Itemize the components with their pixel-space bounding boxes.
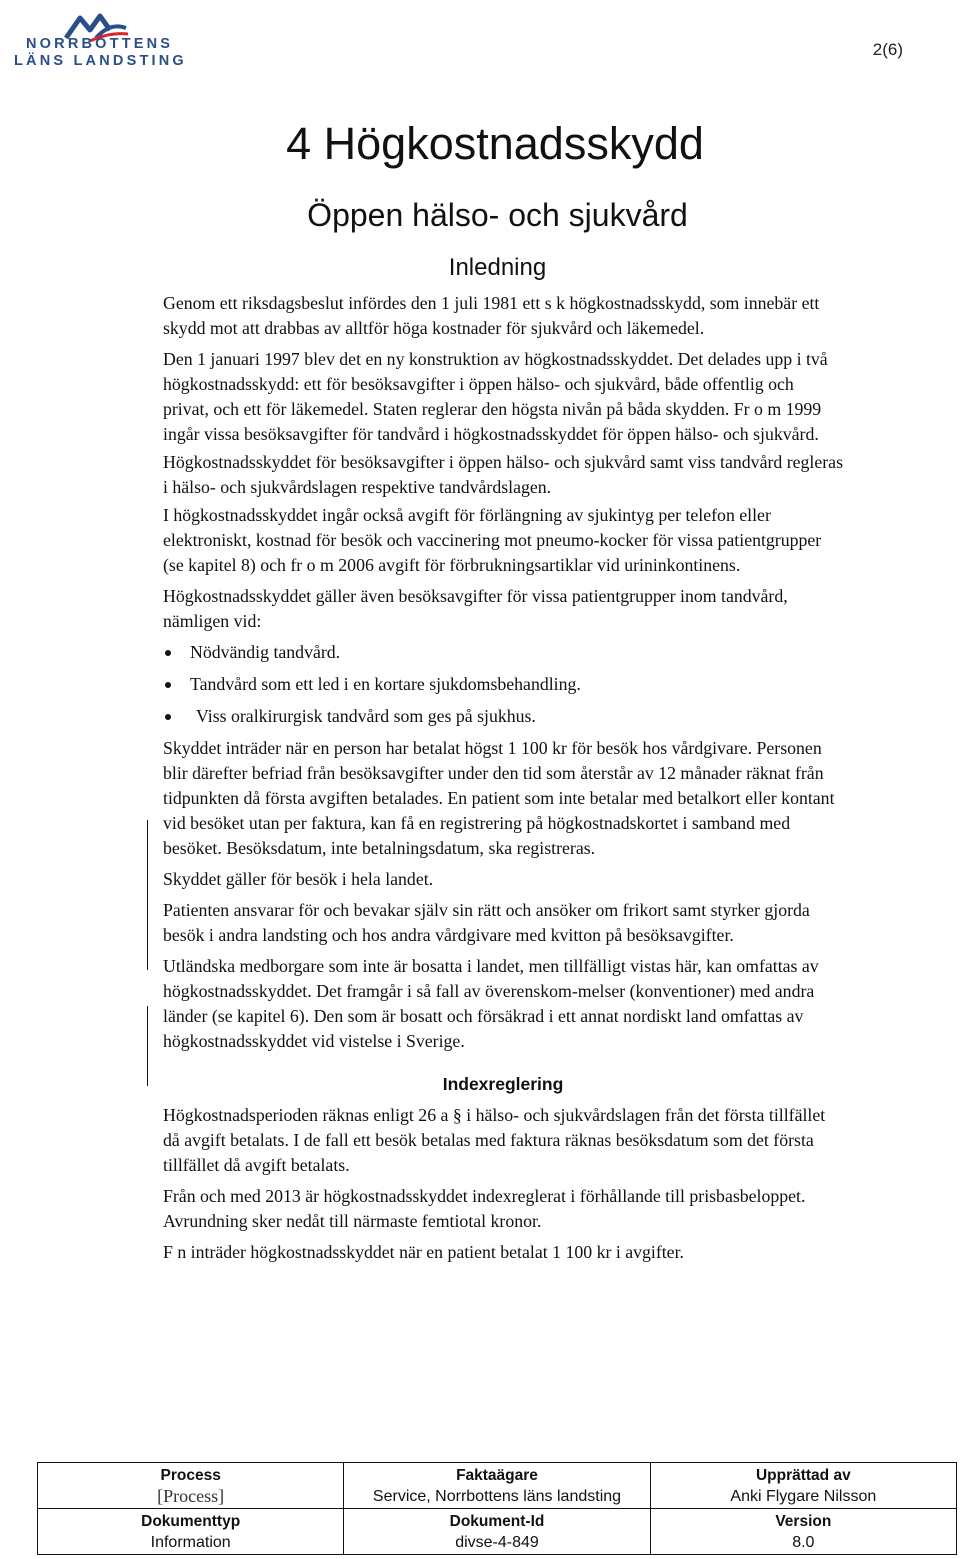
- list-item: Viss oralkirurgisk tandvård som ges på sjukhus.: [163, 704, 843, 729]
- paragraph: F n inträder högkostnadsskyddet när en patient betalat 1 100 kr i avgifter.: [163, 1242, 684, 1262]
- logo-line-1: NORRBOTTENS: [26, 36, 174, 52]
- paragraph: Skyddet gäller för besök i hela landet.: [163, 869, 434, 889]
- page-subtitle: Öppen hälso- och sjukvård: [307, 197, 688, 233]
- document-info-table: [37, 1462, 957, 1555]
- dokumenttyp-cell: [38, 1509, 344, 1555]
- section-heading: Inledning: [448, 254, 547, 281]
- process-cell: [38, 1463, 344, 1509]
- change-bar: [147, 1006, 148, 1086]
- paragraph: Från och med 2013 är högkostnadsskyddet indexreglerat i förhållande till prisbasbeloppet. Avrundning sker nedåt till närmaste femtiotal kronor.: [163, 1186, 806, 1231]
- dokumenttyp-value: Information: [150, 1534, 231, 1551]
- paragraph: Utländska medborgare som inte är bosatta i landet, men tillfälligt vistas här, kan omfattas av högkostnadsskyddet. Det framgår i så fall av överenskom-melser (konventioner) med andra länder (se kapitel 6). Den som är bosatt och försäkrad i ett annat nordiskt land omfattas av högkostnadsskyddet vid vistelse i Sverige.: [163, 956, 819, 1051]
- paragraph: I högkostnadsskyddet ingår också avgift för förlängning av sjukintyg per telefon eller elektroniskt, kostnad för besök och vaccinering mot pneumo-kocker för vissa patientgrupper (se kapitel 8) och fr o m 2006 avgift för förbrukningsartiklar vid urininkontinens.: [163, 505, 822, 575]
- dokumenttyp-label: Dokumenttyp: [141, 1513, 241, 1530]
- version-cell: [650, 1509, 956, 1555]
- logo-line-2: LÄNS LANDSTING: [14, 53, 187, 69]
- process-label: Process: [160, 1467, 221, 1484]
- page-number: 2(6): [872, 40, 903, 59]
- page-title: 4 Högkostnadsskydd: [286, 118, 704, 169]
- body-text: [163, 291, 843, 1271]
- paragraph: Den 1 januari 1997 blev det en ny konstruktion av högkostnadsskyddet. Det delades upp i två högkostnadsskydd: ett för besöksavgifter i öppen hälso- och sjukvård, både offentlig och privat, och ett för läkemedel. Staten reglerar den högsta nivån på båda skydden. Fr o m 1999 ingår vissa besöksavgifter för tandvård i högkostnadsskyddet för öppen hälso- och sjukvård.: [163, 349, 828, 444]
- dokumentid-value: divse-4-849: [455, 1534, 539, 1551]
- paragraph: Patienten ansvarar för och bevakar själv sin rätt och ansöker om frikort samt styrker gjorda besök i andra landsting och hos andra vårdgivare med kvitton på besöksavgifter.: [163, 900, 810, 945]
- upprattad-value: Anki Flygare Nilsson: [730, 1488, 877, 1505]
- paragraph: Skyddet inträder när en person har betalat högst 1 100 kr för besök hos vårdgivare. Personen blir därefter befriad från besöksavgifter under den tid som återstår av 12 månader räknat från tidpunkten då första avgiften betalades. En patient som inte betalar med betalkort eller kontant vid besöket utan per faktura, kan få en registrering på högkostnadskortet i samband med besöket. Besöksdatum, inte betalningsdatum, ska registreras.: [163, 738, 835, 858]
- bullet-list: [163, 640, 843, 729]
- version-label: Version: [775, 1513, 832, 1530]
- dokumentid-label: Dokument-Id: [449, 1513, 545, 1530]
- faktaagare-cell: [344, 1463, 650, 1509]
- version-value: 8.0: [792, 1534, 815, 1551]
- paragraph: Högkostnadsperioden räknas enligt 26 a § i hälso- och sjukvårdslagen från det första tillfället då avgift betalats. I de fall ett besök betalas med faktura räknas besöksdatum som det första tillfället då avgift betalats.: [163, 1105, 826, 1175]
- paragraph: Genom ett riksdagsbeslut infördes den 1 juli 1981 ett s k högkostnadsskydd, som innebär ett skydd mot att drabbas av alltför höga kostnader för sjukvård och läkemedel.: [163, 293, 820, 338]
- logo: [10, 8, 187, 70]
- paragraph: Högkostnadsskyddet gäller även besöksavgifter för vissa patientgrupper inom tandvård, nämligen vid:: [163, 586, 788, 631]
- list-item: Tandvård som ett led i en kortare sjukdomsbehandling.: [163, 672, 843, 697]
- faktaagare-value: Service, Norrbottens läns landsting: [372, 1488, 622, 1505]
- process-value: [Process]: [157, 1486, 225, 1506]
- change-bar: [147, 820, 148, 970]
- list-item: Nödvändig tandvård.: [163, 640, 843, 665]
- faktaagare-label: Faktaägare: [456, 1467, 538, 1484]
- upprattad-cell: [650, 1463, 956, 1509]
- subsection-heading: Indexreglering: [442, 1074, 564, 1094]
- dokumentid-cell: [344, 1509, 650, 1555]
- paragraph: Högkostnadsskyddet för besöksavgifter i öppen hälso- och sjukvård samt viss tandvård regleras i hälso- och sjukvårdslagen respektive tandvårdslagen.: [163, 452, 843, 497]
- upprattad-label: Upprättad av: [755, 1467, 851, 1484]
